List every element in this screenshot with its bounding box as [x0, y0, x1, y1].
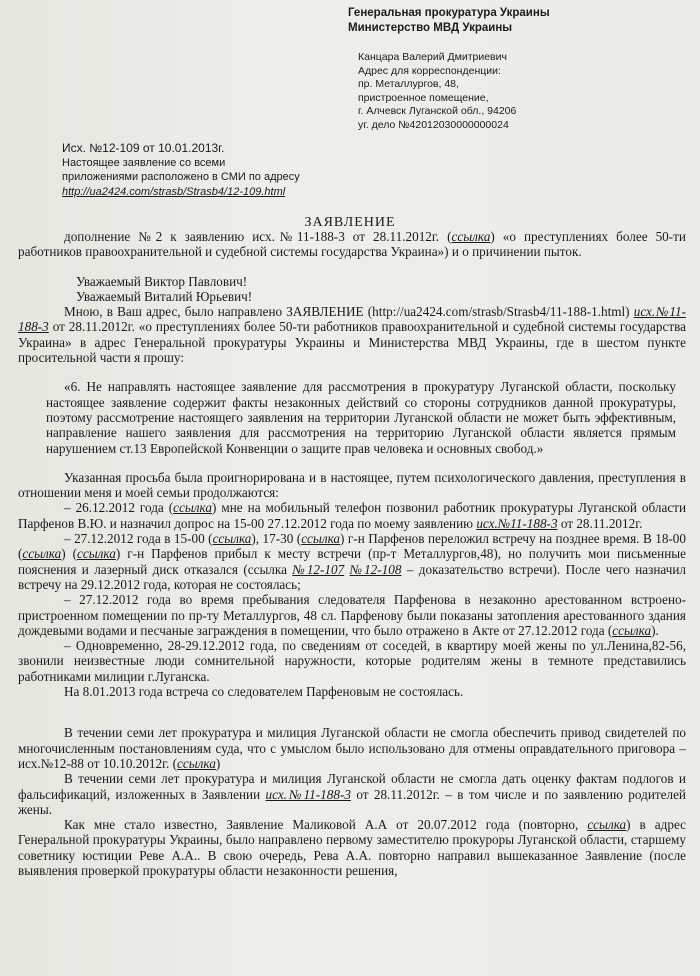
- b1-text-a: – 26.12.2012 года (: [64, 500, 174, 516]
- b2-text-a: – 27.12.2012 года в 15-00 (: [64, 531, 213, 547]
- b2-link-4[interactable]: ссылка: [77, 546, 116, 562]
- sender-address-2: пристроенное помещение,: [358, 91, 489, 104]
- outgoing-reference-block: [62, 141, 362, 199]
- sender-block: [358, 51, 688, 132]
- p5-link[interactable]: ссылка: [587, 817, 627, 833]
- outgoing-note-1: Настоящее заявление со всеми: [62, 156, 226, 169]
- p3-text-end: ): [215, 755, 221, 771]
- b2-text-b: ), 17-30 (: [251, 531, 302, 547]
- addressee-block: [348, 6, 688, 36]
- p3-text: В течении семи лет прокуратура и милиция Луганской области не смогла обеспечить привод свидетелей по многочисленным постановлениям суда, что с умыслом было использовано для отмены оправдательного приговора – исх.№12-88 от 10.10.2012г. (: [18, 725, 686, 771]
- b2-text-g: – доказательство встречи). После чего назначил встречу на 29.12.2012 года, которая не состоялась;: [18, 561, 687, 592]
- b3-text-a: – 27.12.2012 года во время пребывания следователя Парфенова в незаконно арестованном встроено-пристроенном помещении по пр-ту Металлургов, 48 сл. Парфенову были показаны затопления арестованного здания дождевыми водами и песчаные заграждения в помещении, что было отражено в Акте от 27.12.2012 года (: [18, 592, 686, 638]
- event-item-4: – Одновременно, 28-29.12.2012 года, по сведениям от соседей, в квартиру моей жены по ул.Ленина,82-56, звонили неизвестные люди сомнительной наружности, которые родителям жены в темноте представились работниками милиции г.Луганска.: [18, 638, 686, 684]
- intro-link[interactable]: ссылка: [451, 229, 491, 244]
- sender-name: Канцара Валерий Дмитриевич: [358, 51, 507, 63]
- outgoing-note-2: приложениями расположено в СМИ по адресу: [62, 171, 300, 183]
- sender-address-3: г. Алчевск Луганской обл., 94206: [358, 105, 517, 117]
- event-item-5: На 8.01.2013 года встреча со следователем Парфеновым не состоялась.: [64, 684, 464, 700]
- event-item-3: [18, 592, 686, 638]
- sender-address-1: пр. Металлургов, 48,: [358, 78, 459, 90]
- sender-address-label: Адрес для корреспонденции:: [358, 64, 501, 77]
- outgoing-url-link[interactable]: http://ua2424.com/strasb/Strasb4/12-109.html: [62, 185, 286, 198]
- b1-link[interactable]: ссылка: [173, 500, 212, 516]
- paragraph-1: [18, 304, 686, 365]
- b1-text-b: ) мне на мобильный телефон позвонил работник прокуратуры Луганской области Парфенов В.Ю. и назначил допрос на 15-00 27.12.2012 года по моему заявлению: [18, 500, 686, 531]
- b2-link-2[interactable]: ссылка: [301, 531, 341, 547]
- p1-link[interactable]: исх.№11-188-3: [18, 304, 686, 335]
- sender-case-number: уг. дело №42012030000000024: [358, 118, 509, 131]
- paragraph-5: [18, 817, 686, 878]
- b2-text-d: ) (: [61, 546, 78, 562]
- quoted-request: «6. Не направлять настоящее заявление для рассмотрения в прокуратуру Луганской области, поскольку настоящее заявление содержит факты незаконных действий со стороны сотрудников данной прокуратуры, поэтому рассмотрение настоящего заявления на территории Луганской области не может быть эффективным, направление нашего заявления для рассмотрения на территорию Луганской области является прямым нарушением ст.13 Европейской Конвенции о защите прав человека и основных свобод.»: [46, 379, 676, 456]
- p4-text-b: от 28.11.2012г. – в том числе и по заявлению родителей жены.: [18, 786, 686, 817]
- paragraph-4: [18, 771, 686, 817]
- p5-text-b: ) в адрес Генеральной прокуратуры Украины, было направлено первому заместителю прокуроры Луганской области, старшему советнику юстиции Реве А.А.. В свою очередь, Рева А.А. повторно направил вышеказанное Заявление (после выявления проверкой прокуратуры области незаконности решения,: [18, 817, 686, 878]
- intro-text-a: дополнение №2 к заявлению исх.№11-188-3 от 28.11.2012г. (: [64, 229, 452, 244]
- greeting-1: Уважаемый Виктор Павлович!: [76, 273, 248, 289]
- b2-text-c: ) г-н Парфенов переложил встречу на позднее время. В 18-00 (: [18, 531, 686, 562]
- b3-text-b: ).: [651, 622, 659, 638]
- b3-link[interactable]: ссылка: [612, 622, 652, 638]
- paragraph-3: [18, 725, 686, 771]
- p4-link[interactable]: исх.№11-188-3: [265, 786, 351, 802]
- event-item-1: [18, 500, 686, 531]
- document-body: [18, 229, 686, 878]
- b1-text-c: от 28.11.2012г.: [557, 515, 643, 531]
- p4-text-a: В течении семи лет прокуратура и милиция Луганской области не смогла дать оценку фактам подлогов и фальсификаций, изложенных в Заявлении: [18, 771, 686, 802]
- p5-text-a: Как мне стало известно, Заявление Маликовой А.А от 20.07.2012 года (повторно,: [64, 817, 588, 833]
- p1-text-b: от 28.11.2012г. «о преступлениях более 50-ти работников правоохранительной и судебной системы государства Украина» в адрес Генеральной прокуратуры Украины и Министерства МВД Украины, где в шестом пункте просительной части я прошу:: [18, 319, 686, 366]
- event-item-2: [18, 531, 686, 592]
- b1-link-2[interactable]: исх.№11-188-3: [476, 515, 558, 531]
- addressee-line-1: Генеральная прокуратура Украины: [348, 7, 550, 19]
- p3-link[interactable]: ссылка: [177, 755, 216, 771]
- intro-text-b: ) «о преступлениях более 50-ти работников правоохранительной и судебной системы государства Украина») и о причинении пыток.: [18, 229, 686, 260]
- b2-link-3[interactable]: ссылка: [22, 546, 62, 562]
- document-title: ЗАЯВЛЕНИЕ: [304, 215, 396, 230]
- paragraph-2: Указанная просьба была проигнорирована и в настоящее, путем психологического давления, преступления в отношении меня и моей семьи продолжаются:: [18, 469, 686, 501]
- outgoing-number: Исх. №12-109 от 10.01.2013г.: [62, 141, 225, 155]
- b2-link-1[interactable]: ссылка: [212, 531, 252, 547]
- b2-link-5[interactable]: №12-107: [292, 561, 345, 577]
- addressee-line-2: Министерство МВД Украины: [348, 22, 513, 34]
- b2-link-6[interactable]: №12-108: [349, 561, 402, 577]
- greeting-2: Уважаемый Виталий Юрьевич!: [76, 288, 253, 304]
- p1-text-a: Мною, в Ваш адрес, было направлено ЗАЯВЛЕНИЕ (http://ua2424.com/strasb/Strasb4/11-188-1.html): [64, 304, 634, 320]
- intro-paragraph: [18, 229, 686, 260]
- b2-text-e: ) г-н Парфенов прибыл к месту встречи (пр-т Металлургов,48), но получить мои письменные пояснения и лазерный диск отказался (ссылка: [18, 546, 686, 577]
